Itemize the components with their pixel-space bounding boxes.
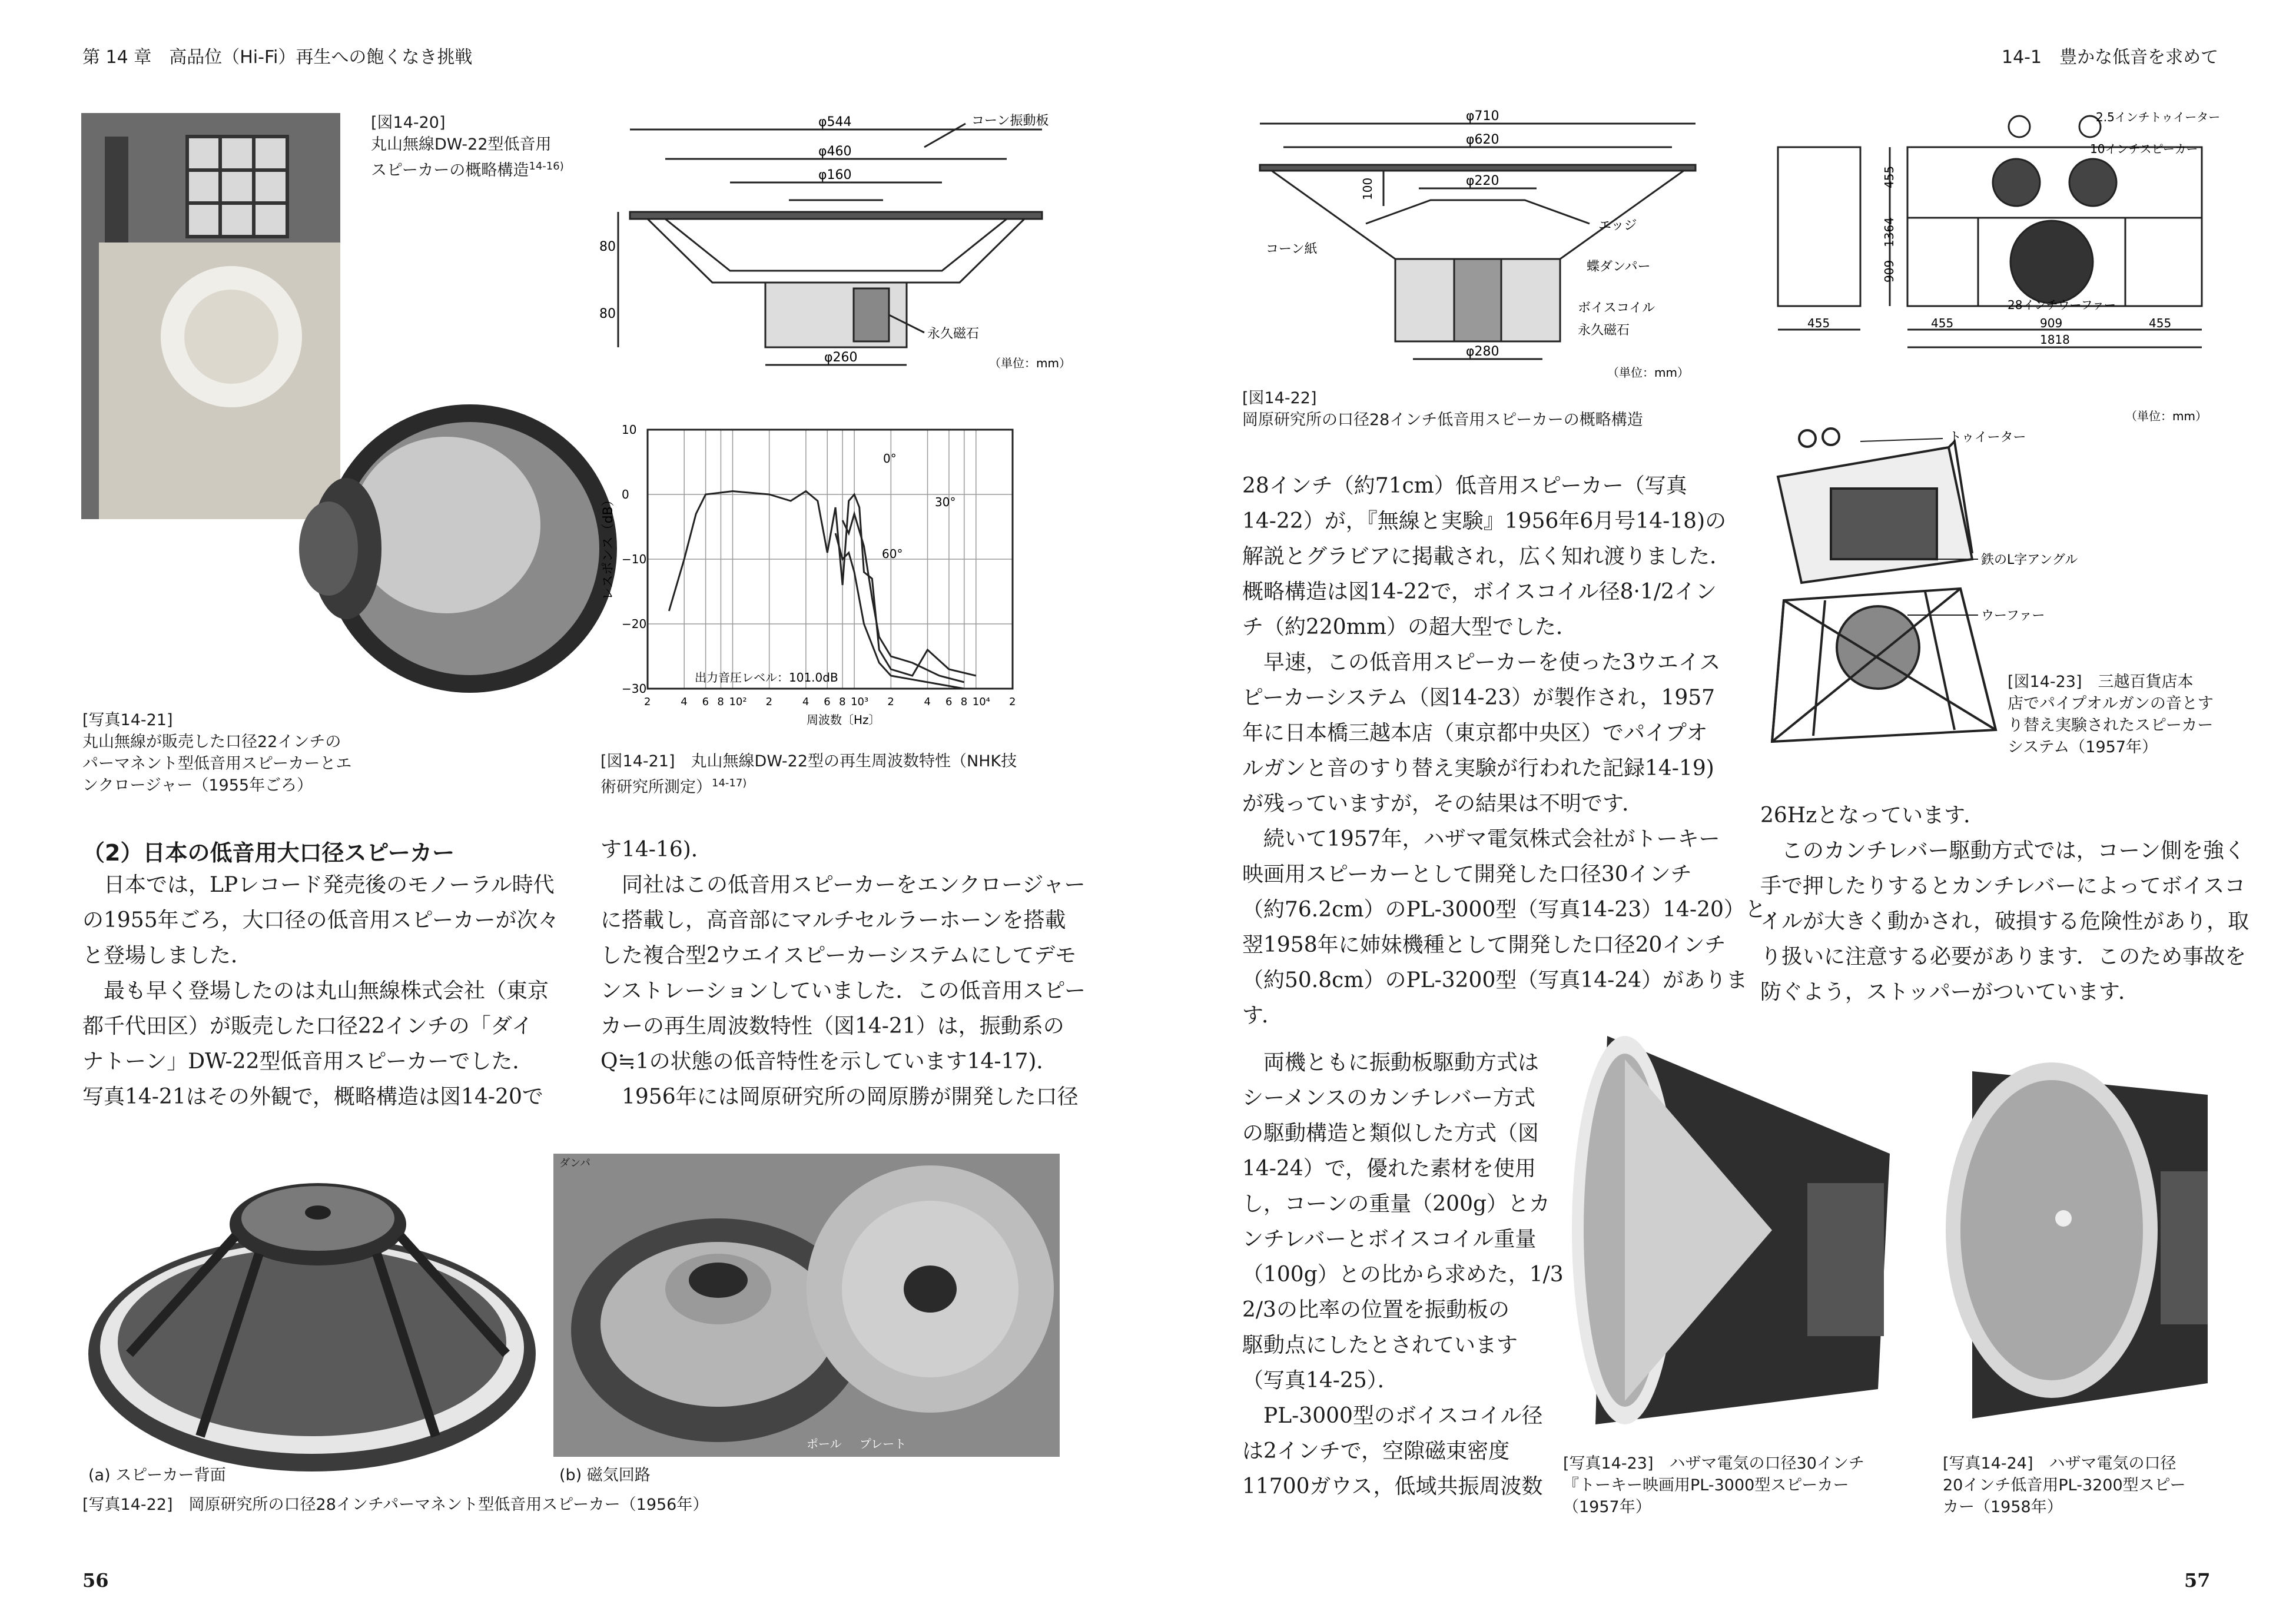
paragraph-line: 2/3の比率の位置を振動板の	[1242, 1298, 1509, 1322]
paragraph-line: 翌1958年に姉妹機種として開発した口径20インチ	[1242, 933, 1726, 957]
paragraph-line: （約76.2cm）のPL-3000型（写真14-23）14-20）と，	[1242, 898, 1787, 922]
paragraph-line: 日本では，LPレコード発売後のモノーラル時代	[82, 873, 555, 897]
fig-14-22-cone-label: コーン紙	[1266, 242, 1318, 257]
paragraph-line: 11700ガウス，低域共振周波数	[1242, 1474, 1543, 1499]
right-column-2	[1760, 798, 2249, 1010]
x-tick-label: 2	[887, 696, 894, 708]
paragraph-line: イルが大きく動かされ，破損する危険性があり，取	[1760, 909, 2249, 934]
y-tick-label: −10	[622, 552, 647, 566]
x-tick-label: 6	[945, 696, 953, 708]
paragraph-line: 最も早く登場したのは丸山無線株式会社（東京	[82, 979, 549, 1003]
x-tick-label: 4	[924, 696, 931, 708]
photo-14-23	[1560, 1018, 1896, 1442]
paragraph-line: ナトーン」DW-22型低音用スピーカーでした．	[82, 1049, 534, 1074]
x-tick-label: 6	[702, 696, 709, 708]
dim-100: 100	[1361, 177, 1375, 200]
dim-710: φ710	[1466, 109, 1499, 124]
left-column-2	[600, 832, 1086, 1115]
output-level-note: 出力音圧レベル：101.0dB	[695, 670, 838, 685]
photo-14-24-caption	[1943, 1453, 2186, 1518]
dim-909-v: 909	[1882, 260, 1896, 283]
fig-14-21-ylabel: レスポンス（dB）	[601, 493, 616, 600]
fig-14-21-label: [図14-21]	[600, 752, 675, 770]
page-number-left: 56	[82, 1569, 109, 1592]
photo-14-23-line: （1957年）	[1563, 1498, 1651, 1516]
running-header-right: 14-1 豊かな低音を求めて	[2002, 47, 2219, 68]
y-tick-label: 10	[622, 423, 637, 437]
dim-620: φ620	[1466, 132, 1499, 147]
curve-label-30deg: 30°	[935, 495, 956, 509]
paragraph-line: 防ぐよう，ストッパーがついています．	[1760, 980, 2140, 1004]
paragraph-line: シーメンスのカンチレバー方式	[1242, 1086, 1535, 1110]
photo-14-24	[1937, 1054, 2214, 1454]
x-tick-label: 4	[681, 696, 688, 708]
fig-14-22-unit: （単位：mm）	[1607, 366, 1689, 380]
photo-14-21-label: [写真14-21]	[82, 711, 173, 729]
page-number-right: 57	[2184, 1569, 2211, 1592]
paragraph-line: カーの再生周波数特性（図14-21）は，振動系の	[600, 1014, 1064, 1038]
left-column-1	[82, 868, 559, 1115]
right-column-1b	[1242, 1045, 1564, 1504]
fig-14-22-caption	[1242, 387, 1643, 431]
dim-455-d: 455	[2149, 316, 2172, 330]
paragraph-line: 概略構造は図14-22で，ボイスコイル径8·1/2イン	[1242, 580, 1717, 604]
y-tick-label: −30	[622, 682, 647, 696]
tag-damper: ダンパ	[559, 1157, 590, 1170]
running-header-left: 第 14 章 高品位（Hi-Fi）再生への飽くなき挑戦	[82, 47, 473, 68]
x-tick-label: 2	[644, 696, 651, 708]
fig-14-23-label: [図14-23] 三越百貨店本	[2008, 673, 2194, 691]
photo-14-22a	[82, 1154, 542, 1483]
paragraph-line: ンチレバーとボイスコイル重量	[1242, 1227, 1537, 1251]
paragraph-line: 写真14-21はその外観で，概略構造は図14-20で	[82, 1085, 543, 1109]
y-tick-label: −20	[622, 617, 647, 631]
photo-14-21-line: 丸山無線が販売した口径22インチの	[82, 733, 341, 751]
system-10inch-label: 10インチスピーカー	[2090, 142, 2198, 156]
paragraph-line: の駆動構造と類似した方式（図	[1242, 1121, 1539, 1145]
paragraph-line: した複合型2ウエイスピーカーシステムにしてデモ	[600, 944, 1077, 968]
dim-460: φ460	[818, 144, 852, 159]
dim-1818: 1818	[2040, 333, 2070, 347]
fig-14-22-caption-text: 岡原研究所の口径28インチ低音用スピーカーの概略構造	[1242, 411, 1643, 429]
photo-14-24-line: 20インチ低音用PL-3200型スピー	[1943, 1476, 2186, 1494]
dim-909-h: 909	[2040, 316, 2063, 330]
paragraph-line: 解説とグラビアに掲載され，広く知れ渡りました．	[1242, 544, 1731, 569]
paragraph-line: （約50.8cm）のPL-3200型（写真14-24）がありま	[1242, 968, 1748, 992]
paragraph-line: このカンチレバー駆動方式では，コーン側を強く	[1760, 839, 2246, 863]
x-tick-label: 10³	[851, 696, 869, 708]
fig-14-23-line: システム（1957年）	[2008, 738, 2158, 756]
system-28inch-label: 28インチウーファー	[2008, 298, 2116, 312]
fig-14-23-angle-label: 鉄のL字アングル	[1981, 553, 2078, 567]
response-curve-0deg	[669, 491, 976, 676]
fig-14-20-title: 丸山無線DW-22型低音用	[371, 135, 552, 154]
fig-14-23-tweeter-label: トゥイーター	[1949, 430, 2026, 445]
photo-14-24-label: [写真14-24] ハザマ電気の口径	[1943, 1454, 2176, 1473]
photo-14-24-line: カー（1958年）	[1943, 1498, 2063, 1516]
dim-80b: 80	[599, 307, 616, 321]
paragraph-line: 早速，この低音用スピーカーを使った3ウエイス	[1242, 650, 1721, 675]
paragraph-line: チ（約220mm）の超大型でした．	[1242, 615, 1577, 639]
paragraph-line: 両機ともに振動板駆動方式は	[1242, 1051, 1539, 1075]
paragraph-line: 駆動点にしたとされています	[1242, 1333, 1518, 1357]
x-tick-label: 4	[802, 696, 809, 708]
x-tick-label: 6	[824, 696, 831, 708]
fig-14-20-unit: （単位：mm）	[989, 356, 1071, 370]
dim-160: φ160	[818, 168, 852, 182]
fig-14-21-xlabel: 周波数〔Hz〕	[807, 713, 881, 727]
paragraph-line: ルガンと音のすり替え実験が行われた記録14-19)	[1242, 756, 1714, 780]
dim-455-b: 455	[1807, 316, 1830, 330]
paragraph-line: 都千代田区）が販売した口径22インチの「ダイ	[82, 1014, 533, 1038]
paragraph-line: す14-16)．	[600, 838, 712, 862]
paragraph-line: は2インチで，空隙磁束密度	[1242, 1439, 1510, 1463]
dim-80a: 80	[599, 240, 616, 254]
paragraph-line: し，コーンの重量（200g）とカ	[1242, 1192, 1551, 1216]
fig-14-21-chart	[595, 418, 1060, 748]
paragraph-line: ンストレーションしていました．この低音用スピー	[600, 979, 1086, 1003]
fig-14-21-ref: 14-17)	[712, 777, 747, 789]
dim-280: φ280	[1466, 344, 1499, 359]
photo-14-23-label: [写真14-23] ハザマ電気の口径30インチ	[1563, 1454, 1864, 1473]
dim-544: φ544	[818, 115, 852, 129]
fig-14-23-woofer-label: ウーファー	[1981, 609, 2045, 623]
photo-14-22-caption: [写真14-22] 岡原研究所の口径28インチパーマネント型低音用スピーカー（1956年）	[82, 1496, 709, 1514]
fig-14-23-line: 店でパイプオルガンの音とす	[2008, 695, 2214, 713]
curve-label-60deg: 60°	[882, 547, 903, 561]
fig-14-22-coil-label: ボイスコイル	[1578, 301, 1655, 315]
photo-14-22b-subcaption: (b) 磁気回路	[559, 1466, 651, 1484]
fig-14-23-line: り替え実験されたスピーカー	[2008, 716, 2214, 735]
paragraph-line: と登場しました．	[82, 944, 253, 968]
paragraph-line: す．	[1242, 1004, 1283, 1028]
x-tick-label: 10²	[729, 696, 747, 708]
tag-plate: プレート	[860, 1437, 907, 1451]
paragraph-line: ピーカーシステム（図14-23）が製作され，1957	[1242, 686, 1716, 710]
photo-14-21-line: パーマネント型低音用スピーカーとエ	[82, 755, 352, 773]
photo-14-21-caption	[82, 709, 351, 796]
x-tick-label: 10⁴	[972, 696, 990, 708]
x-tick-label: 2	[1009, 696, 1016, 708]
paragraph-line: の1955年ごろ，大口径の低音用スピーカーが次々	[82, 908, 559, 932]
fig-14-22-diagram	[1248, 109, 1707, 388]
paragraph-line: が残っていますが，その結果は不明です．	[1242, 792, 1644, 816]
fig-14-22-magnet-label: 永久磁石	[1578, 323, 1630, 338]
system-unit: （単位：mm）	[2125, 409, 2207, 423]
fig-14-20-cone-label: コーン振動板	[971, 114, 1049, 128]
photo-14-22b	[553, 1154, 1060, 1457]
fig-14-20-label: [図14-20]	[371, 114, 446, 132]
system-tweeter-label: 2.5インチトゥイーター	[2096, 110, 2221, 124]
fig-14-20-ref: 14-16)	[529, 160, 564, 172]
speaker-system-diagram	[1760, 106, 2219, 424]
fig-14-20-magnet-label: 永久磁石	[927, 327, 980, 341]
dim-1364: 1364	[1882, 217, 1896, 247]
fig-14-21-caption-text2: 術研究所測定）	[600, 778, 712, 796]
paragraph-line: 26Hzとなっています．	[1760, 803, 1985, 828]
dim-455-a: 455	[1882, 165, 1896, 188]
paragraph-line: 手で押したりするとカンチレバーによってボイスコ	[1760, 874, 2246, 898]
paragraph-line: 年に日本橋三越本店（東京都中央区）でパイプオ	[1242, 721, 1708, 745]
paragraph-line: に搭載し，高音部にマルチセルラーホーンを搭載	[600, 908, 1066, 932]
x-tick-label: 8	[717, 696, 724, 708]
fig-14-23-caption	[2008, 671, 2214, 758]
fig-14-22-edge-label: エッジ	[1598, 218, 1637, 233]
x-tick-label: 2	[765, 696, 773, 708]
photo-14-23-caption	[1563, 1453, 1864, 1518]
paragraph-line: 1956年には岡原研究所の岡原勝が開発した口径	[600, 1085, 1079, 1109]
photo-14-21-line: ンクロージャー（1955年ごろ）	[82, 776, 313, 795]
fig-14-20-diagram	[595, 112, 1071, 388]
paragraph-line: 28インチ（約71cm）低音用スピーカー（写真	[1242, 474, 1687, 498]
fig-14-22-damper-label: 蝶ダンパー	[1587, 260, 1651, 274]
fig-14-20-caption	[371, 112, 564, 181]
paragraph-line: （写真14-25）．	[1242, 1368, 1399, 1393]
paragraph-line: 続いて1957年，ハザマ電気株式会社がトーキー	[1242, 827, 1720, 851]
section-title: （2）日本の低音用大口径スピーカー	[82, 840, 455, 866]
paragraph-line: Q≒1の状態の低音特性を示しています14-17)．	[600, 1049, 1058, 1074]
dim-260: φ260	[824, 350, 858, 365]
fig-14-21-caption	[600, 750, 1066, 798]
fig-14-21-caption-text: 丸山無線DW-22型の再生周波数特性（NHK技	[691, 752, 1017, 770]
x-tick-label: 8	[960, 696, 968, 708]
fig-14-22-label: [図14-22]	[1242, 389, 1317, 407]
tag-pole: ポール	[807, 1437, 842, 1451]
paragraph-line: PL-3000型のボイスコイル径	[1242, 1404, 1543, 1428]
right-column-1	[1242, 469, 1787, 1034]
photo-14-23-line: 『トーキー映画用PL-3000型スピーカー	[1563, 1476, 1849, 1494]
x-tick-label: 8	[839, 696, 846, 708]
dim-455-c: 455	[1931, 316, 1954, 330]
paragraph-line: 同社はこの低音用スピーカーをエンクロージャー	[600, 873, 1086, 897]
paragraph-line: （100g）との比から求めた，1/3	[1242, 1263, 1564, 1287]
dim-220: φ220	[1466, 174, 1499, 188]
paragraph-line: 14-22）が，『無線と実験』1956年6月号14-18)の	[1242, 509, 1727, 533]
paragraph-line: 14-24）で，優れた素材を使用	[1242, 1157, 1537, 1181]
curve-label-0deg: 0°	[883, 451, 897, 466]
y-tick-label: 0	[622, 487, 629, 501]
paragraph-line: 映画用スピーカーとして開発した口径30インチ	[1242, 862, 1692, 886]
fig-14-20-title2: スピーカーの概略構造	[371, 161, 529, 180]
paragraph-line: り扱いに注意する必要があります．このため事故を	[1760, 945, 2247, 969]
photo-14-22a-subcaption: (a) スピーカー背面	[88, 1466, 226, 1484]
